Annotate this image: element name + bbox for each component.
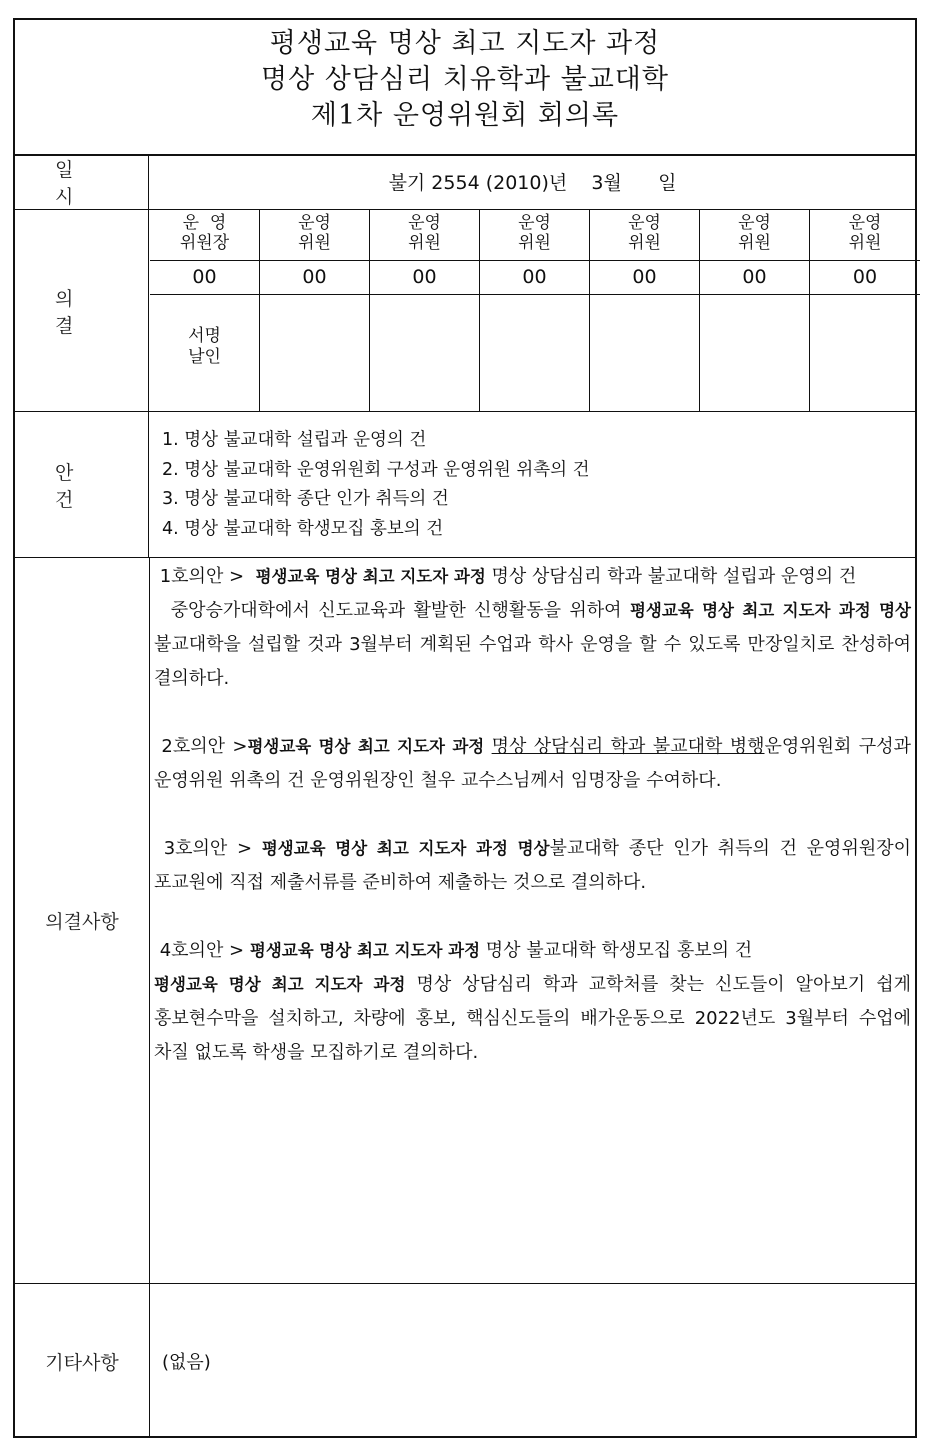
title-line-3: 제1차 운영위원회 회의록 — [310, 100, 620, 131]
other-matters-label: 기타사항 — [15, 1284, 150, 1438]
resolutions-text — [154, 560, 911, 1070]
vote-column-member — [700, 210, 810, 411]
resolution-4-body: 평생교육 명상 최고 지도자 과정 명상 상담심리 학과 교학처를 찾는 신도들이 알아보기 쉽게 홍보현수막을 설치하고, 차량에 홍보, 핵심신도들의 배가운동으로 2022년도 3월부터 수업에 차질 없도록 학생을 모집하기로 결의하다. — [154, 974, 911, 1063]
vote-role: 운영 위원 — [810, 210, 920, 261]
vote-column-member — [260, 210, 370, 411]
vote-column-member — [370, 210, 480, 411]
vote-grid — [150, 210, 915, 411]
agenda-list — [162, 426, 590, 544]
agenda-label: 안건 — [15, 412, 149, 557]
vote-label: 의결 — [15, 210, 149, 411]
agenda-item: 1. 명상 불교대학 설립과 운영의 건 — [162, 430, 427, 450]
resolution-3: 3호의안 > 평생교육 명상 최고 지도자 과정 명상불교대학 종단 인가 취득의 건 운영위원장이 포교원에 직접 제출서류를 준비하여 제출하는 것으로 결의하다. — [154, 838, 911, 893]
signature-cell[interactable] — [370, 295, 479, 411]
signature-cell[interactable] — [260, 295, 369, 411]
other-matters-row — [15, 1284, 915, 1438]
title-line-1: 평생교육 명상 최고 지도자 과정 — [269, 28, 661, 59]
vote-role: 운영 위원 — [590, 210, 699, 261]
vote-column-member — [810, 210, 920, 411]
vote-value: 00 — [150, 261, 259, 295]
vote-role: 운영 위원 — [700, 210, 809, 261]
agenda-item: 4. 명상 불교대학 학생모집 홍보의 건 — [162, 518, 444, 539]
vote-value: 00 — [590, 261, 699, 295]
resolution-1-body: 중앙승가대학에서 신도교육과 활발한 신행활동을 위하여 평생교육 명상 최고 지도자 과정 명상 불교대학을 설립할 것과 3월부터 계획된 수업과 학사 운영을 할 수 있도록 만장일치로 찬성하여 결의하다. — [154, 600, 911, 689]
resolution-2: 2호의안 >평생교육 명상 최고 지도자 과정 명상 상담심리 학과 불교대학 병행운영위원회 구성과 운영위원 위촉의 건 운영위원장인 철우 교수스님께서 임명장을 수여하다. — [154, 736, 911, 791]
vote-value: 00 — [370, 261, 479, 295]
vote-column-member — [480, 210, 590, 411]
signature-cell[interactable] — [810, 295, 920, 411]
vote-row — [15, 210, 915, 412]
vote-role: 운 영 위원장 — [150, 210, 259, 261]
vote-value: 00 — [260, 261, 369, 295]
vote-role: 운영 위원 — [260, 210, 369, 261]
vote-role: 운영 위원 — [480, 210, 589, 261]
vote-value: 00 — [480, 261, 589, 295]
agenda-row — [15, 412, 915, 558]
date-label: 일시 — [15, 154, 149, 209]
resolutions-row — [15, 558, 915, 1284]
resolution-1: 1호의안 > 평생교육 명상 최고 지도자 과정 명상 상담심리 학과 불교대학 설립과 운영의 건 — [154, 566, 857, 587]
vote-value: 00 — [700, 261, 809, 295]
date-value: 불기 2554 (2010)년 3월 일 — [388, 172, 677, 194]
other-matters-value: (없음) — [162, 1352, 211, 1373]
vote-column-member — [590, 210, 700, 411]
vote-value: 00 — [810, 261, 920, 295]
agenda-item: 2. 명상 불교대학 운영위원회 구성과 운영위원 위촉의 건 — [162, 459, 590, 480]
signature-cell[interactable] — [590, 295, 699, 411]
document-title — [15, 20, 915, 156]
vote-column-chair — [150, 210, 260, 411]
date-row — [15, 154, 915, 210]
title-line-2: 명상 상담심리 치유학과 불교대학 — [261, 64, 669, 95]
meeting-minutes-form — [13, 18, 917, 1438]
resolution-4: 4호의안 > 평생교육 명상 최고 지도자 과정 명상 불교대학 학생모집 홍보의 건 — [154, 940, 753, 961]
signature-cell[interactable] — [700, 295, 809, 411]
agenda-item: 3. 명상 불교대학 종단 인가 취득의 건 — [162, 489, 449, 509]
vote-role: 운영 위원 — [370, 210, 479, 261]
sign-seal-label: 서명 날인 — [188, 326, 221, 367]
signature-cell[interactable] — [480, 295, 589, 411]
resolutions-label: 의결사항 — [15, 558, 150, 1283]
